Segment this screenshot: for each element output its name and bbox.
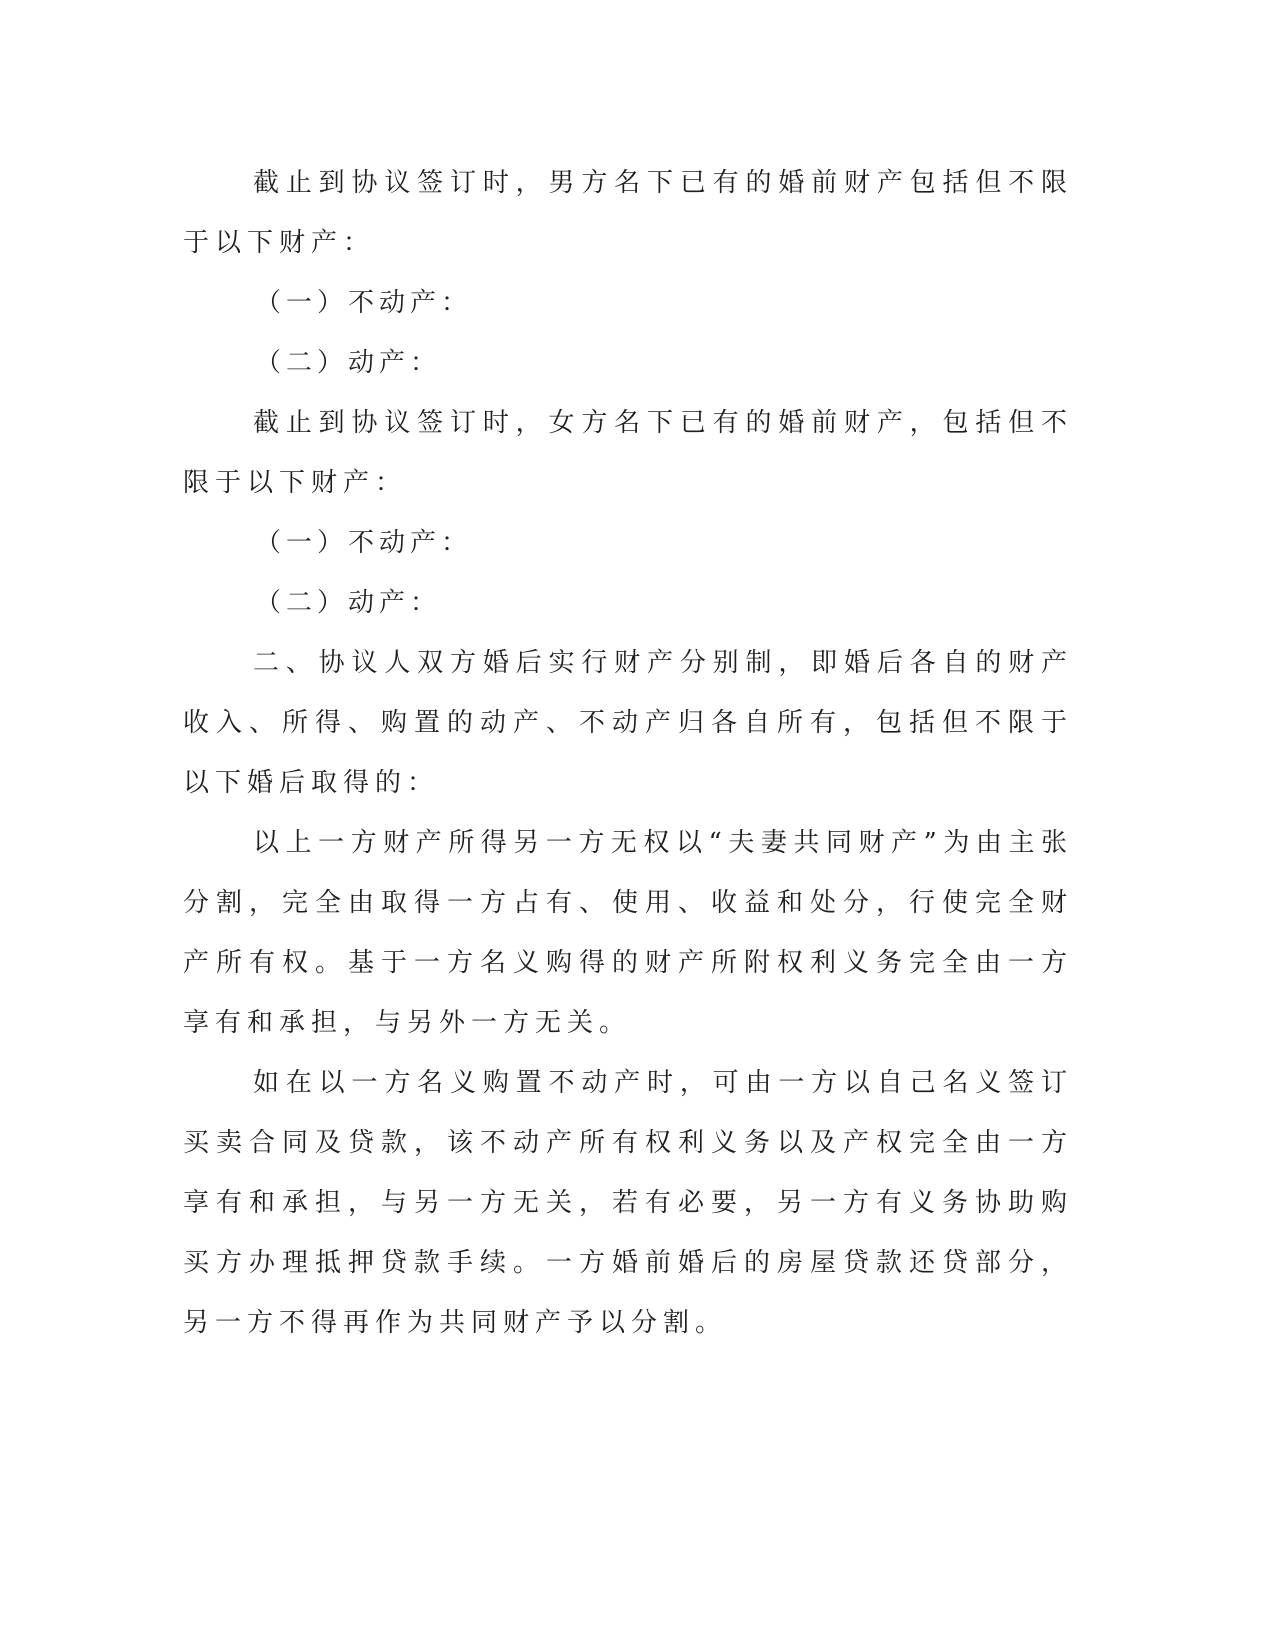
list-item-movable-property: （二）动产： [255,348,442,378]
paragraph-separate-property-system: 二、协议人双方婚后实行财产分别制，即婚后各自的财产收入、所得、购置的动产、不动产归各自所有，包括但不限于以下婚后取得的： [183,648,1073,798]
paragraph-male-premarital-assets: 截止到协议签订时，男方名下已有的婚前财产包括但不限于以下财产： [183,168,1073,258]
list-item-real-estate: （一）不动产： [255,288,473,318]
paragraph-female-premarital-assets: 截止到协议签订时，女方名下已有的婚前财产，包括但不限于以下财产： [183,408,1073,498]
list-item-movable-property: （二）动产： [255,588,442,618]
document-body [183,153,1073,1353]
paragraph-real-estate-purchase: 如在以一方名义购置不动产时，可由一方以自己名义签订买卖合同及贷款，该不动产所有权利义务以及产权完全由一方享有和承担，与另一方无关，若有必要，另一方有义务协助购买方办理抵押贷款手续。一方婚前婚后的房屋贷款还贷部分，另一方不得再作为共同财产予以分割。 [183,1068,1073,1338]
list-item-real-estate: （一）不动产： [255,528,473,558]
paragraph-no-claim-to-joint-property: 以上一方财产所得另一方无权以“夫妻共同财产”为由主张分割，完全由取得一方占有、使用、收益和处分，行使完全财产所有权。基于一方名义购得的财产所附权利义务完全由一方享有和承担，与另外一方无关。 [183,828,1073,1038]
